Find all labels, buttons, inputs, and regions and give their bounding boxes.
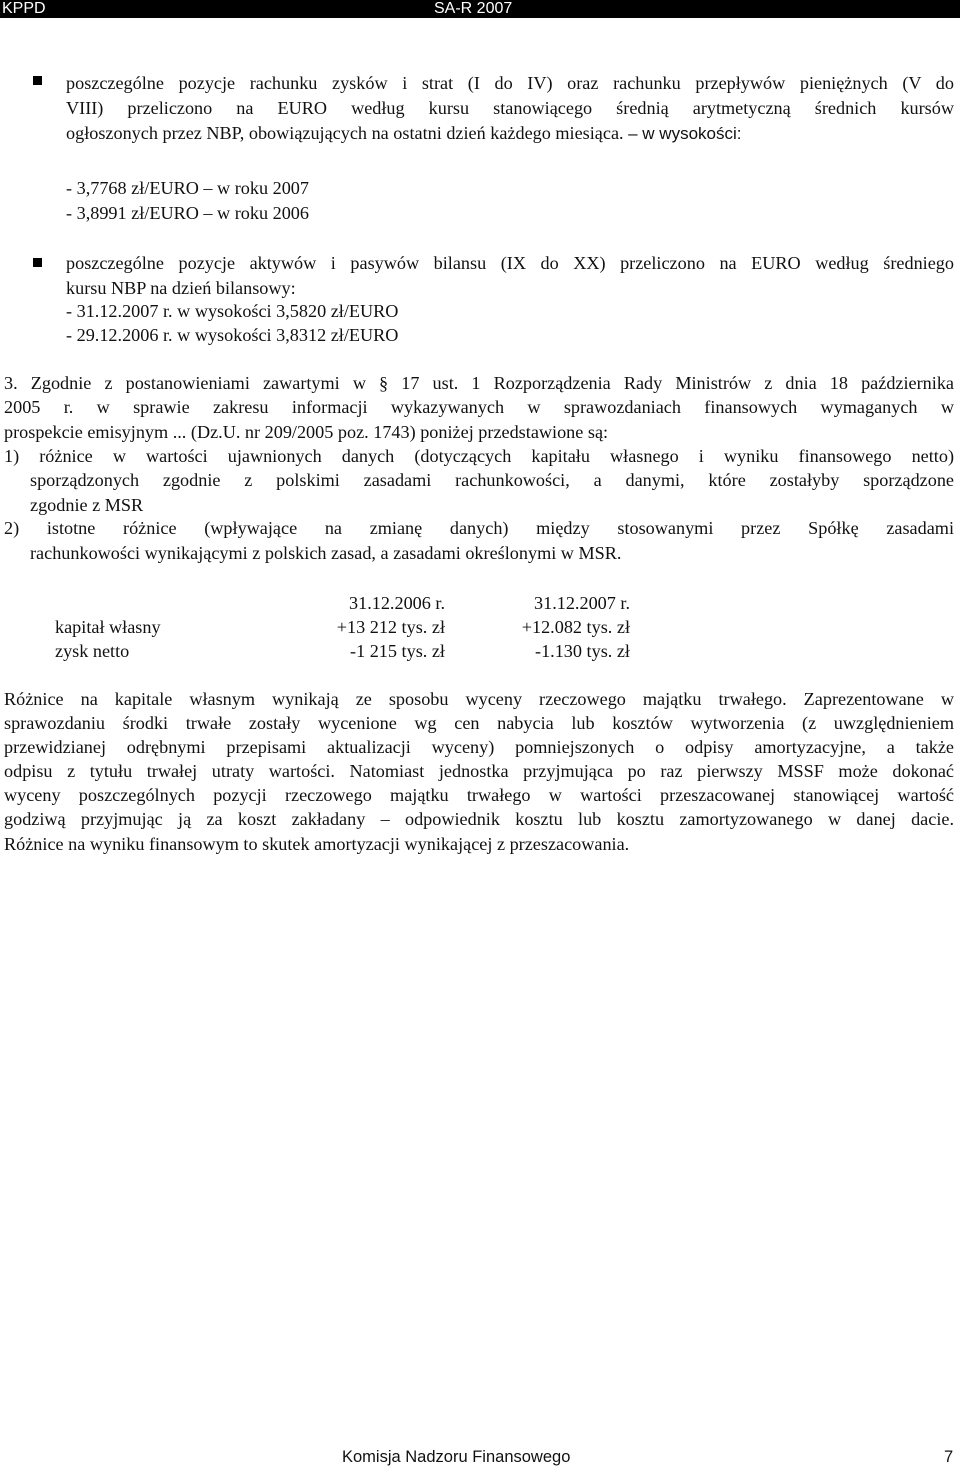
header-left: KPPD — [2, 0, 46, 17]
table-cell: -1.130 tys. zł — [535, 641, 630, 661]
bullet-icon — [33, 76, 42, 85]
closing-line4: odpisu z tytułu trwałej utraty wartości. Natomiast jednostka przyjmująca po raz pierwszy MSSF może dokonać — [4, 761, 954, 781]
closing-line7: Różnice na wyniku finansowym to skutek amortyzacji wynikającej z przeszacowania. — [4, 834, 630, 854]
item1-line2: sporządzonych zgodnie z polskimi zasadami rachunkowości, a danymi, które zostałyby sporządzone — [30, 470, 954, 490]
table-cell: -1 215 tys. zł — [350, 641, 445, 661]
bullet1-line3 — [66, 122, 954, 146]
bullet2-line3: - 31.12.2007 r. w wysokości 3,5820 zł/EURO — [66, 301, 399, 321]
item2-line1: 2) istotne różnice (wpływające na zmianę danych) między stosowanymi przez Spółkę zasadami — [4, 518, 954, 538]
item1-line3: zgodnie z MSR — [30, 495, 144, 515]
bullet2-line2: kursu NBP na dzień bilansowy: — [66, 278, 296, 298]
table-cell: +13 212 tys. zł — [336, 617, 445, 637]
page-header — [0, 0, 960, 18]
table-header-2006: 31.12.2006 r. — [349, 593, 445, 613]
bullet1-line3-text: ogłoszonych przez NBP, obowiązujących na ostatni dzień każdego miesiąca. — [66, 123, 624, 143]
footer-org: Komisja Nadzoru Finansowego — [342, 1448, 571, 1466]
closing-line1: Różnice na kapitale własnym wynikają ze sposobu wyceny rzeczowego majątku trwałego. Zaprezentowane w — [4, 689, 954, 709]
sec3-line2: 2005 r. w sprawie zakresu informacji wykazywanych w sprawozdaniach finansowych wymaganych w — [4, 397, 954, 417]
bullet2-line1: poszczególne pozycje aktywów i pasywów bilansu (IX do XX) przeliczono na EURO według średniego — [66, 253, 954, 273]
bullet1-line3-tail: – w wysokości: — [628, 124, 742, 143]
closing-line3: przewidzianej odrębnymi przepisami aktualizacji wyceny) pomniejszonych o odpisy amortyzacyjne, a także — [4, 737, 954, 757]
sec3-line3: prospekcie emisyjnym ... (Dz.U. nr 209/2005 poz. 1743) poniżej przedstawione są: — [4, 422, 609, 442]
item1-line1: 1) różnice w wartości ujawnionych danych (dotyczących kapitału własnego i wyniku finansowego netto) — [4, 446, 954, 466]
rate-2007: - 3,7768 zł/EURO – w roku 2007 — [66, 178, 309, 198]
header-center: SA-R 2007 — [434, 0, 513, 17]
rate-2006: - 3,8991 zł/EURO – w roku 2006 — [66, 203, 309, 223]
closing-line6: godziwą przyjmując ją za koszt zakładany – odpowiednik kosztu lub kosztu zamortyzowanego w danej dacie. — [4, 809, 954, 829]
bullet1-line1: poszczególne pozycje rachunku zysków i strat (I do IV) oraz rachunku przepływów pieniężnych (V do — [66, 73, 954, 93]
table-row-label: kapitał własny — [55, 617, 161, 637]
closing-line5: wyceny poszczególnych pozycji rzeczowego majątku trwałego w wartości przeszacowanej stanowiącej wartość — [4, 785, 954, 805]
bullet1-line2: VIII) przeliczono na EURO według kursu stanowiącego średnią arytmetyczną średnich kursów — [66, 98, 954, 118]
item2-line2: rachunkowości wynikającymi z polskich zasad, a zasadami określonymi w MSR. — [30, 543, 622, 563]
sec3-line1: 3. Zgodnie z postanowieniami zawartymi w § 17 ust. 1 Rozporządzenia Rady Ministrów z dnia 18 października — [4, 373, 954, 393]
bullet2-line4: - 29.12.2006 r. w wysokości 3,8312 zł/EURO — [66, 325, 399, 345]
table-cell: +12.082 tys. zł — [521, 617, 630, 637]
bullet-icon — [33, 258, 42, 267]
table-header-2007: 31.12.2007 r. — [534, 593, 630, 613]
table-row-label: zysk netto — [55, 641, 130, 661]
closing-line2: sprawozdaniu środki trwałe zostały wycenione wg cen nabycia lub kosztów wytworzenia (z uwzględnieniem — [4, 713, 954, 733]
page-number: 7 — [944, 1448, 954, 1466]
